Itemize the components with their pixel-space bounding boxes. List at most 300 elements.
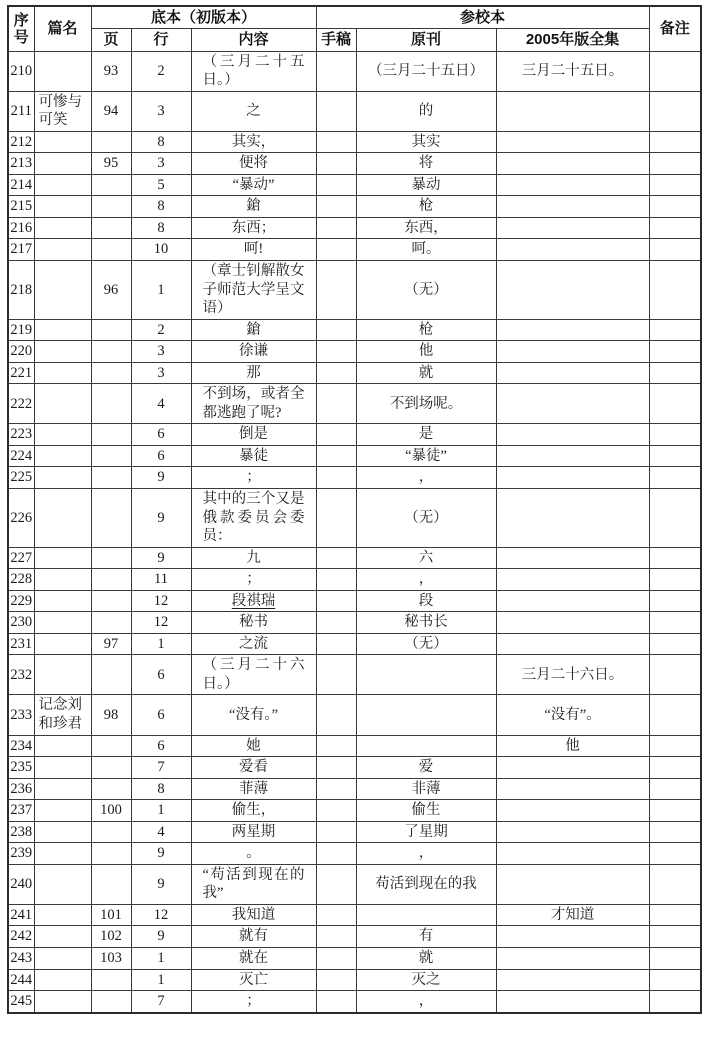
cell-notes <box>649 757 701 779</box>
cell-notes <box>649 91 701 131</box>
cell-content: 鎗 <box>191 196 316 218</box>
cell-edition2005 <box>496 948 649 970</box>
cell-line: 1 <box>131 260 191 319</box>
cell-serial: 225 <box>8 467 34 489</box>
cell-manuscript <box>316 488 356 547</box>
cell-page <box>91 467 131 489</box>
table-row <box>8 467 701 489</box>
cell-serial: 226 <box>8 488 34 547</box>
cell-manuscript <box>316 590 356 612</box>
cell-edition2005 <box>496 153 649 175</box>
cell-serial: 210 <box>8 51 34 91</box>
cell-content: 呵! <box>191 239 316 261</box>
cell-original: 暴动 <box>356 174 496 196</box>
cell-original: 苟活到现在的我 <box>356 864 496 904</box>
cell-title <box>34 362 91 384</box>
cell-line: 5 <box>131 174 191 196</box>
cell-page <box>91 174 131 196</box>
cell-title <box>34 260 91 319</box>
table-row <box>8 51 701 91</box>
cell-original: “暴徒” <box>356 445 496 467</box>
cell-page <box>91 778 131 800</box>
cell-edition2005 <box>496 174 649 196</box>
cell-serial: 218 <box>8 260 34 319</box>
cell-line: 1 <box>131 969 191 991</box>
cell-content: 东西； <box>191 217 316 239</box>
cell-content: 倒是 <box>191 424 316 446</box>
cell-title <box>34 735 91 757</box>
cell-line: 8 <box>131 131 191 153</box>
cell-line: 2 <box>131 319 191 341</box>
table-row <box>8 800 701 822</box>
cell-original: 其实 <box>356 131 496 153</box>
table-row <box>8 569 701 591</box>
cell-edition2005: 才知道 <box>496 904 649 926</box>
cell-notes <box>649 633 701 655</box>
cell-manuscript <box>316 757 356 779</box>
cell-title <box>34 51 91 91</box>
cell-notes <box>649 569 701 591</box>
cell-manuscript <box>316 612 356 634</box>
table-row <box>8 778 701 800</box>
cell-edition2005 <box>496 196 649 218</box>
cell-content: 她 <box>191 735 316 757</box>
cell-manuscript <box>316 926 356 948</box>
cell-original: 了星期 <box>356 821 496 843</box>
cell-serial: 228 <box>8 569 34 591</box>
cell-original: 偷生 <box>356 800 496 822</box>
cell-line: 8 <box>131 217 191 239</box>
cell-line: 6 <box>131 695 191 735</box>
cell-page: 98 <box>91 695 131 735</box>
cell-title <box>34 217 91 239</box>
cell-title <box>34 341 91 363</box>
cell-manuscript <box>316 153 356 175</box>
cell-original: 不到场呢。 <box>356 384 496 424</box>
cell-edition2005 <box>496 319 649 341</box>
cell-title <box>34 655 91 695</box>
table-row <box>8 91 701 131</box>
cell-title <box>34 821 91 843</box>
cell-notes <box>649 239 701 261</box>
cell-page <box>91 735 131 757</box>
table-row <box>8 864 701 904</box>
cell-serial: 227 <box>8 547 34 569</box>
cell-title <box>34 800 91 822</box>
cell-notes <box>649 51 701 91</box>
cell-serial: 224 <box>8 445 34 467</box>
cell-original: 秘书长 <box>356 612 496 634</box>
cell-content: ； <box>191 569 316 591</box>
cell-edition2005 <box>496 590 649 612</box>
cell-notes <box>649 991 701 1013</box>
cell-edition2005 <box>496 569 649 591</box>
cell-notes <box>649 467 701 489</box>
cell-manuscript <box>316 239 356 261</box>
cell-original: ， <box>356 843 496 865</box>
cell-original: （无） <box>356 488 496 547</box>
cell-original: 就 <box>356 948 496 970</box>
cell-page <box>91 864 131 904</box>
cell-content: 其中的三个又是俄款委员会委员： <box>191 488 316 547</box>
cell-edition2005: 三月二十六日。 <box>496 655 649 695</box>
table-row <box>8 655 701 695</box>
cell-edition2005 <box>496 612 649 634</box>
cell-edition2005 <box>496 778 649 800</box>
cell-original: 爱 <box>356 757 496 779</box>
cell-page <box>91 569 131 591</box>
cell-serial: 215 <box>8 196 34 218</box>
cell-original: （三月二十五日） <box>356 51 496 91</box>
cell-line: 6 <box>131 424 191 446</box>
cell-edition2005: “没有”。 <box>496 695 649 735</box>
cell-line: 6 <box>131 445 191 467</box>
cell-original <box>356 655 496 695</box>
cell-content: 就有 <box>191 926 316 948</box>
cell-page: 103 <box>91 948 131 970</box>
cell-edition2005 <box>496 843 649 865</box>
cell-original: 段 <box>356 590 496 612</box>
cell-manuscript <box>316 695 356 735</box>
cell-page <box>91 547 131 569</box>
cell-serial: 221 <box>8 362 34 384</box>
table-row <box>8 590 701 612</box>
cell-original: ， <box>356 569 496 591</box>
cell-edition2005 <box>496 445 649 467</box>
table-row <box>8 239 701 261</box>
cell-content: 之流 <box>191 633 316 655</box>
cell-original: 有 <box>356 926 496 948</box>
cell-line: 1 <box>131 633 191 655</box>
cell-line: 3 <box>131 91 191 131</box>
cell-serial: 240 <box>8 864 34 904</box>
cell-serial: 220 <box>8 341 34 363</box>
cell-original <box>356 735 496 757</box>
cell-content: 我知道 <box>191 904 316 926</box>
cell-original: 非薄 <box>356 778 496 800</box>
cell-manuscript <box>316 217 356 239</box>
cell-line: 3 <box>131 362 191 384</box>
cell-title <box>34 131 91 153</box>
cell-manuscript <box>316 260 356 319</box>
table-row <box>8 821 701 843</box>
table-row <box>8 735 701 757</box>
table-row <box>8 991 701 1013</box>
header-row-sub <box>8 29 701 51</box>
cell-notes <box>649 778 701 800</box>
cell-line: 1 <box>131 948 191 970</box>
table-row <box>8 260 701 319</box>
table-header <box>8 6 701 51</box>
col-header-title: 篇名 <box>34 6 91 51</box>
cell-page <box>91 217 131 239</box>
table-row <box>8 547 701 569</box>
cell-title <box>34 991 91 1013</box>
cell-notes <box>649 904 701 926</box>
cell-manuscript <box>316 384 356 424</box>
cell-edition2005 <box>496 467 649 489</box>
cell-original: （无） <box>356 260 496 319</box>
cell-title <box>34 445 91 467</box>
cell-page <box>91 196 131 218</box>
cell-title <box>34 467 91 489</box>
cell-manuscript <box>316 948 356 970</box>
cell-page <box>91 445 131 467</box>
col-header-original: 原刊 <box>356 29 496 51</box>
cell-content: 九 <box>191 547 316 569</box>
cell-notes <box>649 260 701 319</box>
table-row <box>8 445 701 467</box>
cell-title <box>34 948 91 970</box>
cell-notes <box>649 488 701 547</box>
cell-page: 100 <box>91 800 131 822</box>
cell-original: 他 <box>356 341 496 363</box>
cell-title: 记念刘和珍君 <box>34 695 91 735</box>
cell-manuscript <box>316 174 356 196</box>
table-row <box>8 695 701 735</box>
cell-edition2005 <box>496 757 649 779</box>
cell-title <box>34 904 91 926</box>
table-row <box>8 319 701 341</box>
cell-notes <box>649 926 701 948</box>
cell-serial: 243 <box>8 948 34 970</box>
cell-content: （章士钊解散女子师范大学呈文语） <box>191 260 316 319</box>
cell-page <box>91 362 131 384</box>
cell-content: （三月二十五日。） <box>191 51 316 91</box>
cell-content: “没有。” <box>191 695 316 735</box>
cell-serial: 242 <box>8 926 34 948</box>
cell-serial: 231 <box>8 633 34 655</box>
cell-edition2005 <box>496 91 649 131</box>
cell-serial: 238 <box>8 821 34 843</box>
table-row <box>8 633 701 655</box>
cell-edition2005 <box>496 384 649 424</box>
cell-manuscript <box>316 821 356 843</box>
cell-line: 9 <box>131 467 191 489</box>
cell-page <box>91 821 131 843</box>
cell-page <box>91 612 131 634</box>
cell-manuscript <box>316 735 356 757</box>
cell-original: ， <box>356 991 496 1013</box>
table-body <box>8 51 701 1013</box>
cell-serial: 230 <box>8 612 34 634</box>
cell-page <box>91 590 131 612</box>
cell-notes <box>649 948 701 970</box>
col-header-notes: 备注 <box>649 6 701 51</box>
cell-content: 鎗 <box>191 319 316 341</box>
cell-title <box>34 778 91 800</box>
cell-content: 偷生， <box>191 800 316 822</box>
cell-content <box>191 590 316 612</box>
cell-line: 9 <box>131 926 191 948</box>
cell-page <box>91 757 131 779</box>
col-header-serial: 序号 <box>8 6 34 51</box>
cell-notes <box>649 131 701 153</box>
cell-content: 之 <box>191 91 316 131</box>
table-row <box>8 196 701 218</box>
col-header-edition2005: 2005年版全集 <box>496 29 649 51</box>
cell-line: 2 <box>131 51 191 91</box>
table-row <box>8 612 701 634</box>
cell-title <box>34 488 91 547</box>
cell-content: 。 <box>191 843 316 865</box>
cell-notes <box>649 424 701 446</box>
table-row <box>8 384 701 424</box>
col-header-manuscript: 手稿 <box>316 29 356 51</box>
cell-page <box>91 384 131 424</box>
cell-original: 枪 <box>356 196 496 218</box>
collation-table <box>7 5 702 1014</box>
cell-notes <box>649 174 701 196</box>
cell-serial: 229 <box>8 590 34 612</box>
cell-title: 可惨与可笑 <box>34 91 91 131</box>
cell-notes <box>649 843 701 865</box>
cell-page <box>91 131 131 153</box>
cell-line: 6 <box>131 735 191 757</box>
cell-original <box>356 904 496 926</box>
cell-content: 那 <box>191 362 316 384</box>
table-row <box>8 424 701 446</box>
cell-edition2005 <box>496 239 649 261</box>
cell-manuscript <box>316 569 356 591</box>
cell-serial: 213 <box>8 153 34 175</box>
cell-original <box>356 695 496 735</box>
header-row-groups <box>8 6 701 29</box>
cell-edition2005 <box>496 424 649 446</box>
cell-content: “暴动” <box>191 174 316 196</box>
cell-notes <box>649 864 701 904</box>
cell-page <box>91 488 131 547</box>
cell-serial: 234 <box>8 735 34 757</box>
cell-content: 就在 <box>191 948 316 970</box>
cell-content: 便将 <box>191 153 316 175</box>
underlined-text: 段祺瑞 <box>231 592 276 609</box>
cell-serial: 237 <box>8 800 34 822</box>
table-row <box>8 131 701 153</box>
cell-page: 102 <box>91 926 131 948</box>
cell-line: 1 <box>131 800 191 822</box>
col-header-line: 行 <box>131 29 191 51</box>
cell-content: ； <box>191 991 316 1013</box>
cell-notes <box>649 735 701 757</box>
cell-line: 9 <box>131 843 191 865</box>
table-row <box>8 969 701 991</box>
cell-original: 将 <box>356 153 496 175</box>
cell-line: 12 <box>131 904 191 926</box>
cell-serial: 222 <box>8 384 34 424</box>
cell-page: 101 <box>91 904 131 926</box>
cell-manuscript <box>316 655 356 695</box>
cell-edition2005 <box>496 547 649 569</box>
cell-serial: 244 <box>8 969 34 991</box>
cell-notes <box>649 800 701 822</box>
cell-edition2005 <box>496 800 649 822</box>
cell-serial: 214 <box>8 174 34 196</box>
cell-edition2005 <box>496 341 649 363</box>
col-header-content: 内容 <box>191 29 316 51</box>
cell-title <box>34 239 91 261</box>
cell-edition2005 <box>496 217 649 239</box>
cell-manuscript <box>316 51 356 91</box>
cell-title <box>34 569 91 591</box>
cell-edition2005 <box>496 633 649 655</box>
cell-manuscript <box>316 904 356 926</box>
cell-manuscript <box>316 445 356 467</box>
cell-content: 徐谦 <box>191 341 316 363</box>
cell-line: 12 <box>131 590 191 612</box>
table-row <box>8 153 701 175</box>
cell-page: 97 <box>91 633 131 655</box>
cell-line: 9 <box>131 547 191 569</box>
cell-edition2005 <box>496 260 649 319</box>
cell-original: 呵。 <box>356 239 496 261</box>
cell-notes <box>649 341 701 363</box>
cell-page <box>91 424 131 446</box>
cell-manuscript <box>316 424 356 446</box>
cell-line: 9 <box>131 488 191 547</box>
table-row <box>8 926 701 948</box>
table-row <box>8 843 701 865</box>
cell-line: 10 <box>131 239 191 261</box>
cell-edition2005 <box>496 362 649 384</box>
cell-original: ， <box>356 467 496 489</box>
cell-page <box>91 319 131 341</box>
table-row <box>8 341 701 363</box>
table-row <box>8 362 701 384</box>
table-row <box>8 904 701 926</box>
cell-manuscript <box>316 467 356 489</box>
cell-notes <box>649 655 701 695</box>
cell-original: 六 <box>356 547 496 569</box>
cell-serial: 239 <box>8 843 34 865</box>
cell-page: 95 <box>91 153 131 175</box>
cell-serial: 212 <box>8 131 34 153</box>
cell-original: （无） <box>356 633 496 655</box>
cell-serial: 241 <box>8 904 34 926</box>
cell-title <box>34 547 91 569</box>
cell-content: 暴徒 <box>191 445 316 467</box>
cell-notes <box>649 445 701 467</box>
cell-manuscript <box>316 843 356 865</box>
table-row <box>8 174 701 196</box>
cell-title <box>34 590 91 612</box>
cell-content: 秘书 <box>191 612 316 634</box>
cell-page <box>91 655 131 695</box>
cell-line: 4 <box>131 821 191 843</box>
cell-serial: 217 <box>8 239 34 261</box>
cell-line: 6 <box>131 655 191 695</box>
cell-notes <box>649 384 701 424</box>
cell-manuscript <box>316 778 356 800</box>
cell-title <box>34 196 91 218</box>
cell-title <box>34 757 91 779</box>
cell-title <box>34 319 91 341</box>
col-header-ref-group: 参校本 <box>316 6 649 29</box>
cell-notes <box>649 196 701 218</box>
cell-serial: 245 <box>8 991 34 1013</box>
cell-content: 菲薄 <box>191 778 316 800</box>
cell-serial: 219 <box>8 319 34 341</box>
cell-title <box>34 864 91 904</box>
cell-edition2005 <box>496 131 649 153</box>
col-header-base-group: 底本（初版本） <box>91 6 316 29</box>
cell-original: 枪 <box>356 319 496 341</box>
cell-edition2005 <box>496 864 649 904</box>
cell-manuscript <box>316 362 356 384</box>
cell-manuscript <box>316 864 356 904</box>
cell-line: 12 <box>131 612 191 634</box>
cell-notes <box>649 217 701 239</box>
